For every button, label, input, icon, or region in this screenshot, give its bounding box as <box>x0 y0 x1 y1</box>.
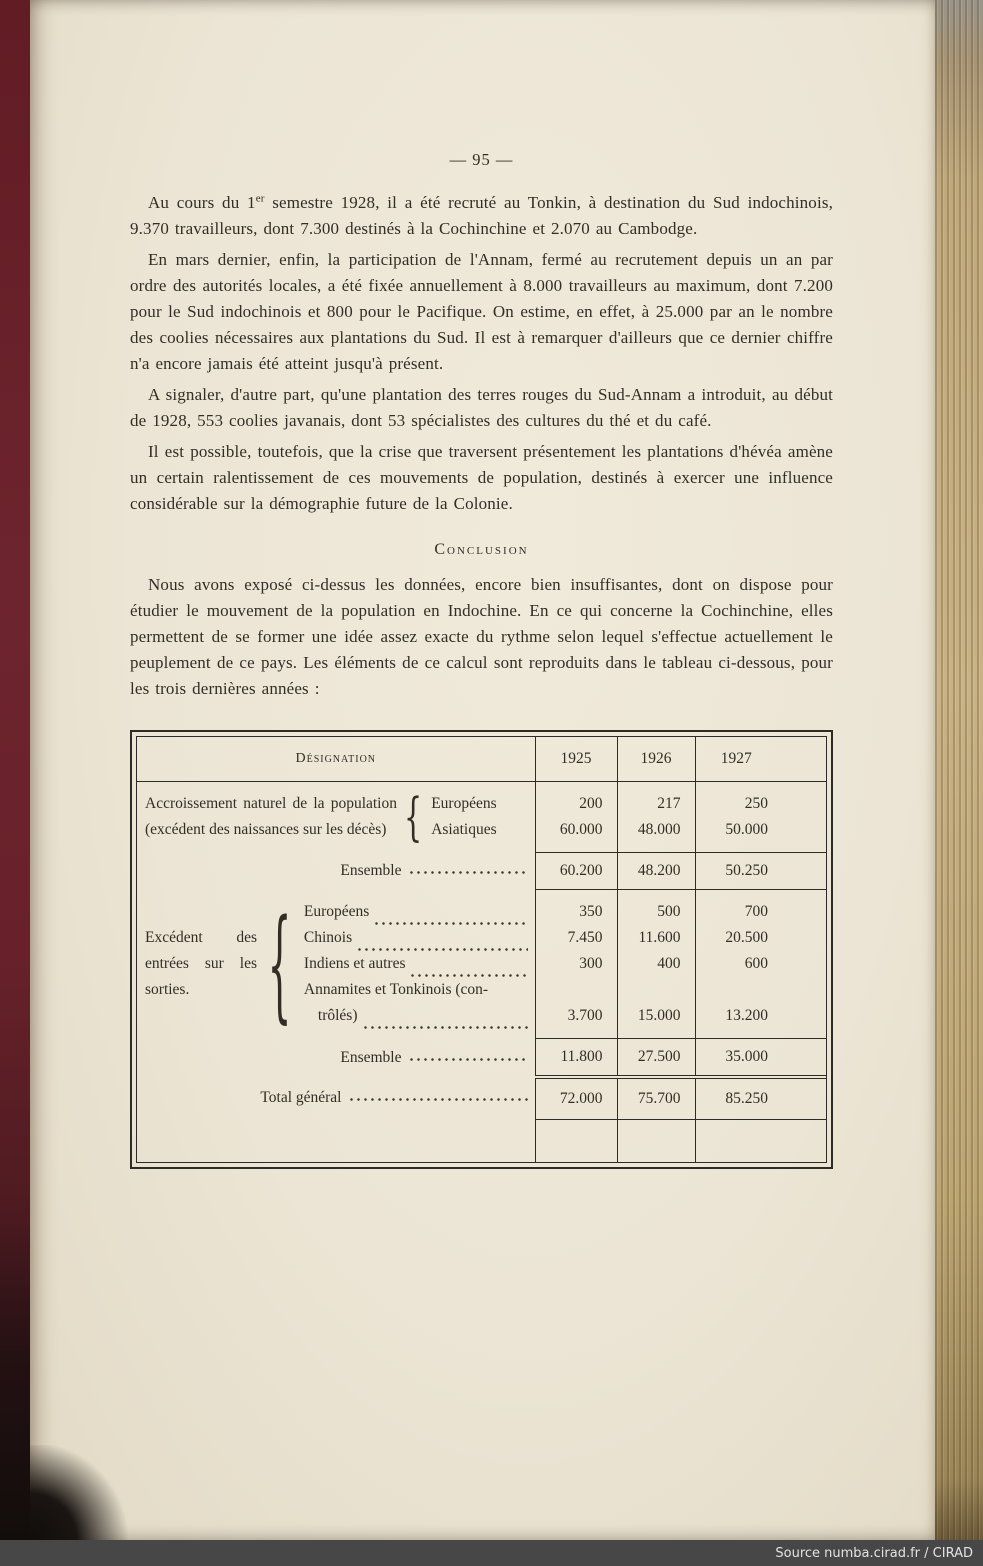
blank-line <box>619 977 681 1003</box>
blank-line <box>537 977 603 1003</box>
source-attribution: Source numba.cirad.fr / CIRAD <box>775 1545 973 1561</box>
value: 3.700 <box>567 1007 603 1024</box>
value-cell-1927: 50.250 <box>695 853 826 890</box>
value: 15.000 <box>637 1007 681 1024</box>
table-row-ensemble-1 <box>137 853 826 890</box>
value-cell-1925: 11.800 <box>535 1039 617 1078</box>
value: 50.000 <box>725 821 768 838</box>
value-cell-1926 <box>617 782 695 853</box>
value-cell-1925: 72.000 <box>535 1077 617 1120</box>
designation-cell <box>137 1077 535 1120</box>
value: 400 <box>657 955 681 972</box>
superscript-er: er <box>255 192 265 205</box>
value: 500 <box>657 903 681 920</box>
conclusion-heading: Conclusion <box>434 541 529 558</box>
group2-label: Excédent des entrées sur les sorties. <box>145 929 257 998</box>
table-row-accroissement-naturel <box>137 782 826 853</box>
group2-sublabels <box>304 899 534 1029</box>
total-label: Total général <box>260 1089 342 1107</box>
sublabel: trôlés) <box>317 1007 358 1024</box>
group1-sublabels <box>431 791 496 843</box>
value: 60.000 <box>559 821 603 838</box>
ensemble-label: Ensemble <box>340 1048 402 1066</box>
col-header-1926: 1926 <box>617 737 695 782</box>
value: 250 <box>744 795 768 812</box>
value: 13.200 <box>725 1007 768 1024</box>
blank-line <box>697 977 769 1003</box>
sublabel: Chinois <box>303 929 353 946</box>
paragraph-3: A signaler, d'autre part, qu'une plantation des terres rouges du Sud-Annam a introduit, au début de 1928, 553 coolies javanais, dont 53 spécialistes des cultures du thé et du café. <box>130 385 833 430</box>
page-number: — 95 — <box>449 150 514 169</box>
value: 48.000 <box>637 821 681 838</box>
value-cell-1925 <box>535 890 617 1039</box>
spacer-cell <box>535 1120 617 1163</box>
paragraph-2: En mars dernier, enfin, la participation de l'Annam, fermé au recrutement depuis un an par ordre des autorités locales, a été fixée annuellement à 8.000 travailleurs au maximum, dont 7.200 pour le Sud indochinois et 800 pour le Pacifique. On estime, en effet, à 25.000 par an le nombre des coolies nécessaires aux plantations du Sud. Il est à remarquer d'ailleurs que ce dernier chiffre n'a encore jamais été atteint jusqu'à présent. <box>130 250 833 373</box>
value-cell-1927: 85.250 <box>695 1077 826 1120</box>
sublabel: Indiens et autres <box>303 955 406 972</box>
table-row-excedent-entrees <box>137 890 826 1039</box>
value: 200 <box>579 795 603 812</box>
value-cell-1927 <box>695 890 826 1039</box>
paragraph-5: Nous avons exposé ci-dessus les données, encore bien insuffisantes, dont on dispose pour étudier le mouvement de la population en Indochine. En ce qui concerne la Cochinchine, elles permettent de se former une idée assez exacte du rythme selon lequel s'effectue actuellement le peuplement de ce pays. Les éléments de ce calcul sont reproduits dans le tableau ci-dessous, pour les trois dernières années : <box>130 575 833 698</box>
subrow-chinois <box>304 925 534 951</box>
sublabel-europeens: Européens <box>431 795 497 813</box>
paragraph-1-text: Au cours du 1 <box>148 193 256 212</box>
dotted-leader <box>410 1058 528 1061</box>
col-header-designation: Désignation <box>137 737 535 782</box>
sublabel-asiatiques: Asiatiques <box>431 821 497 839</box>
sublabel: Européens <box>303 903 370 920</box>
col-header-1925: 1925 <box>535 737 617 782</box>
value: 217 <box>657 795 681 812</box>
value: 700 <box>744 903 768 920</box>
subrow-europeens <box>304 899 534 925</box>
spacer-cell <box>617 1120 695 1163</box>
value-cell-1927 <box>695 782 826 853</box>
value: 300 <box>579 955 603 972</box>
paragraph-1 <box>130 190 833 242</box>
spacer-cell <box>695 1120 826 1163</box>
ensemble-label: Ensemble <box>340 862 402 879</box>
table-spacer-row <box>137 1120 826 1163</box>
dotted-leader <box>350 1098 528 1101</box>
paragraph-4: Il est possible, toutefois, que la crise que traversent présentement les plantations d'hévéa amène un certain ralentissement de ces mouvements de population, destinés à exercer une influence considérable sur la démographie future de la Colonie. <box>130 442 833 513</box>
value: 11.600 <box>638 929 681 946</box>
dotted-leader <box>410 871 528 874</box>
dotted-leader <box>364 1026 528 1029</box>
attribution-bar <box>0 1540 983 1566</box>
value: 600 <box>744 955 768 972</box>
dotted-leader <box>375 922 527 925</box>
page-edges <box>935 0 983 1540</box>
brace-icon: { <box>267 892 292 1036</box>
subrow-indiens <box>304 951 534 977</box>
population-table <box>130 730 833 1169</box>
designation-cell <box>137 1039 535 1078</box>
value-cell-1926: 48.200 <box>617 853 695 890</box>
col-header-1927: 1927 <box>695 737 826 782</box>
value: 350 <box>579 903 603 920</box>
subrow-annamites-line2 <box>304 1003 534 1029</box>
value-cell-1925: 60.200 <box>535 853 617 890</box>
value: 7.450 <box>567 929 603 946</box>
book-page <box>30 0 935 1540</box>
paragraph-1-text: semestre 1928, il a été recruté au Tonkin, à destination du Sud indochinois, 9.370 travailleurs, dont 7.300 destinés à la Cochinchine et 2.070 au Cambodge. <box>130 193 833 238</box>
value-cell-1926: 75.700 <box>617 1077 695 1120</box>
spacer-cell <box>137 1120 535 1163</box>
value-cell-1927: 35.000 <box>695 1039 826 1078</box>
table-row-total-general <box>137 1077 826 1120</box>
value: 20.500 <box>725 929 768 946</box>
brace-icon: { <box>404 787 423 847</box>
designation-cell <box>137 853 535 890</box>
table-row-ensemble-2 <box>137 1039 826 1078</box>
table-header-row <box>137 737 826 782</box>
value-cell-1925 <box>535 782 617 853</box>
book-cover-corner <box>30 1445 140 1540</box>
subrow-annamites-line1: Annamites et Tonkinois (con- <box>303 981 489 998</box>
value-cell-1926: 27.500 <box>617 1039 695 1078</box>
book-spine <box>0 0 30 1540</box>
designation-cell <box>137 782 535 853</box>
group1-label: Accroissement naturel de la population (excédent des naissances sur les décès) <box>145 795 397 839</box>
designation-cell <box>137 890 535 1039</box>
value-cell-1926 <box>617 890 695 1039</box>
population-table-frame <box>136 736 827 1163</box>
